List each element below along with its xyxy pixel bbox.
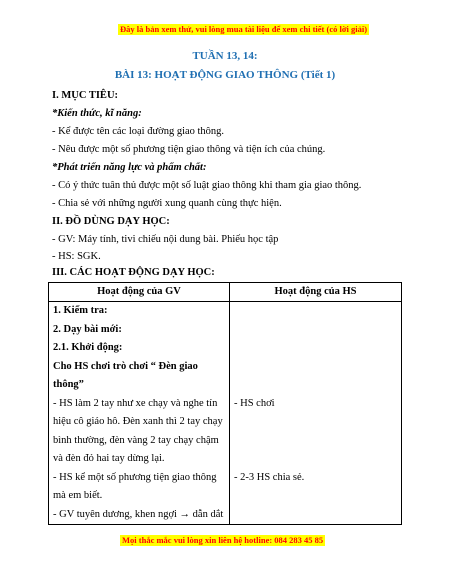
- gv-line: thông”: [53, 379, 84, 390]
- hs-line: [234, 487, 397, 506]
- knowledge-heading: *Kiến thức, kĩ năng:: [52, 108, 142, 119]
- hs-line: [234, 506, 397, 525]
- gv-line: 2. Dạy bài mới:: [53, 323, 122, 335]
- gv-line: bình thường, đèn vàng 2 tay chạy chậm: [53, 434, 219, 446]
- hs-line: [234, 432, 397, 451]
- hs-line: [234, 339, 397, 358]
- competence-heading: *Phát triển năng lực và phẩm chất:: [52, 162, 207, 173]
- gv-line: hiệu cô giáo hô. Đèn xanh thì 2 tay chạy: [53, 416, 223, 427]
- activities-table: [48, 282, 402, 525]
- lesson-title: BÀI 13: HOẠT ĐỘNG GIAO THÔNG (Tiết 1): [114, 69, 336, 81]
- gv-column-header: Hoạt động của GV: [49, 283, 230, 302]
- hs-line: [234, 376, 397, 395]
- hs-column-header: Hoạt động của HS: [230, 283, 402, 302]
- gv-line: - GV tuyên dương, khen ngợi → dẫn dắt: [53, 508, 224, 520]
- hs-line: [234, 302, 397, 321]
- gv-cell: [49, 302, 230, 525]
- materials-item: - GV: Máy tính, tivi chiếu nội dung bài. Phiếu học tập: [52, 234, 279, 245]
- gv-line: 2.1. Khởi động:: [53, 342, 123, 353]
- activities-heading: III. CÁC HOẠT ĐỘNG DẠY HỌC:: [52, 267, 215, 278]
- hs-line: [234, 413, 397, 432]
- hotline-footer: Mọi thắc mắc vui lòng xin liên hệ hotline: 084 283 45 85: [122, 535, 324, 545]
- week-title: TUẦN 13, 14:: [192, 50, 258, 62]
- competence-item: - Chia sẻ với những người xung quanh cùng thực hiện.: [52, 198, 282, 209]
- hs-cell: [230, 302, 402, 525]
- gv-line: Cho HS chơi trò chơi “ Đèn giao: [53, 360, 198, 372]
- competence-item: - Có ý thức tuân thủ được một số luật giao thông khi tham gia giao thông.: [52, 180, 362, 191]
- hs-line: [234, 321, 397, 340]
- hs-line: [234, 450, 397, 469]
- gv-line: 1. Kiểm tra:: [53, 305, 108, 316]
- materials-item: - HS: SGK.: [52, 251, 101, 262]
- gv-line: và đèn đỏ hai tay dừng lại.: [53, 453, 165, 464]
- objectives-heading: I. MỤC TIÊU:: [52, 90, 119, 101]
- knowledge-item: - Nêu được một số phương tiện giao thông và tiện ích của chúng.: [52, 144, 326, 155]
- materials-heading: II. ĐỒ DÙNG DẠY HỌC:: [52, 216, 170, 227]
- gv-line: mà em biết.: [53, 490, 103, 501]
- knowledge-item: - Kể được tên các loại đường giao thông.: [52, 126, 225, 137]
- gv-line: - HS kể một số phương tiện giao thông: [53, 471, 217, 483]
- preview-banner: Đây là bản xem thử, vui lòng mua tài liệu để xem chi tiết (có lời giải): [120, 24, 368, 34]
- hs-line: - HS chơi: [234, 397, 275, 409]
- hs-line: - 2-3 HS chia sẻ.: [234, 471, 305, 483]
- gv-line: - HS làm 2 tay như xe chạy và nghe tín: [53, 397, 218, 409]
- hs-line: [234, 358, 397, 377]
